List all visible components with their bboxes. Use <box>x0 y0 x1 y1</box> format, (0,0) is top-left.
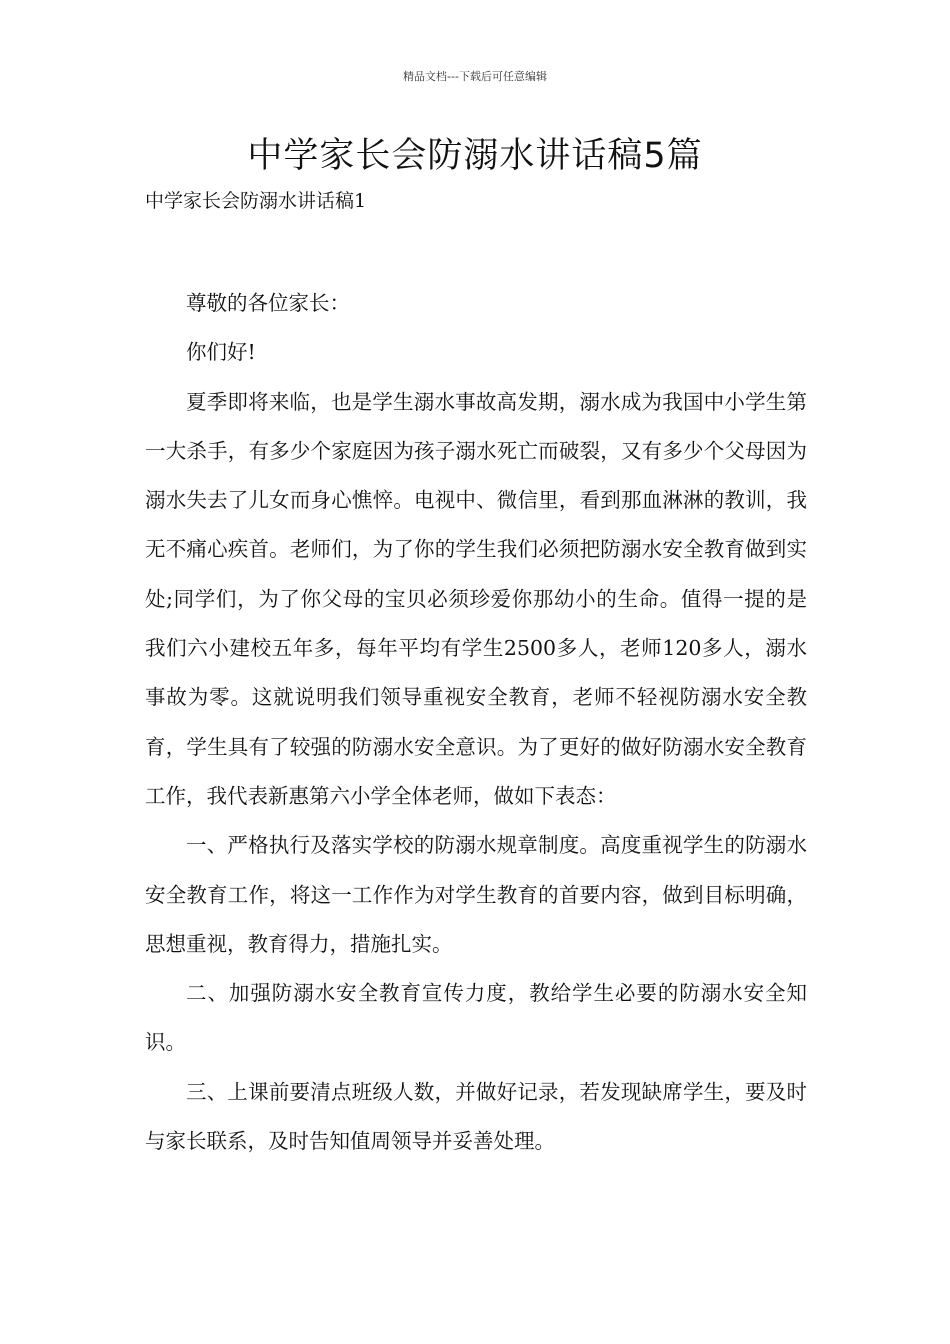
document-title: 中学家长会防溺水讲话稿5篇 <box>247 136 703 176</box>
header-note: 精品文档---下载后可任意编辑 <box>403 70 547 83</box>
document-subtitle: 中学家长会防溺水讲话稿1 <box>145 190 367 212</box>
document-body <box>145 279 807 1166</box>
paragraph-point-one: 一、严格执行及落实学校的防溺水规章制度。高度重视学生的防溺水安全教育工作，将这一工作作为对学生教育的首要内容，做到目标明确，思想重视，教育得力，措施扎实。 <box>145 833 807 956</box>
paragraph-point-three: 三、上课前要清点班级人数，并做好记录，若发现缺席学生，要及时与家长联系，及时告知值周领导并妥善处理。 <box>145 1079 807 1154</box>
paragraph-salutation: 尊敬的各位家长： <box>186 291 350 315</box>
paragraph-introduction: 夏季即将来临，也是学生溺水事故高发期，溺水成为我国中小学生第一大杀手，有多少个家庭因为孩子溺水死亡而破裂，又有多少个父母因为溺水失去了儿女而身心憔悴。电视中、微信里，看到那血淋淋的教训，我无不痛心疾首。老师们，为了你的学生我们必须把防溺水安全教育做到实处;同学们，为了你父母的宝贝必须珍爱你那幼小的生命。值得一提的是我们六小建校五年多，每年平均有学生2500多人，老师120多人，溺水事故为零。这就说明我们领导重视安全教育，老师不轻视防溺水安全教育，学生具有了较强的防溺水安全意识。为了更好的做好防溺水安全教育工作，我代表新惠第六小学全体老师，做如下表态： <box>145 389 807 808</box>
paragraph-greeting: 你们好! <box>186 340 256 365</box>
paragraph-point-two: 二、加强防溺水安全教育宣传力度，教给学生必要的防溺水安全知识。 <box>145 981 807 1055</box>
